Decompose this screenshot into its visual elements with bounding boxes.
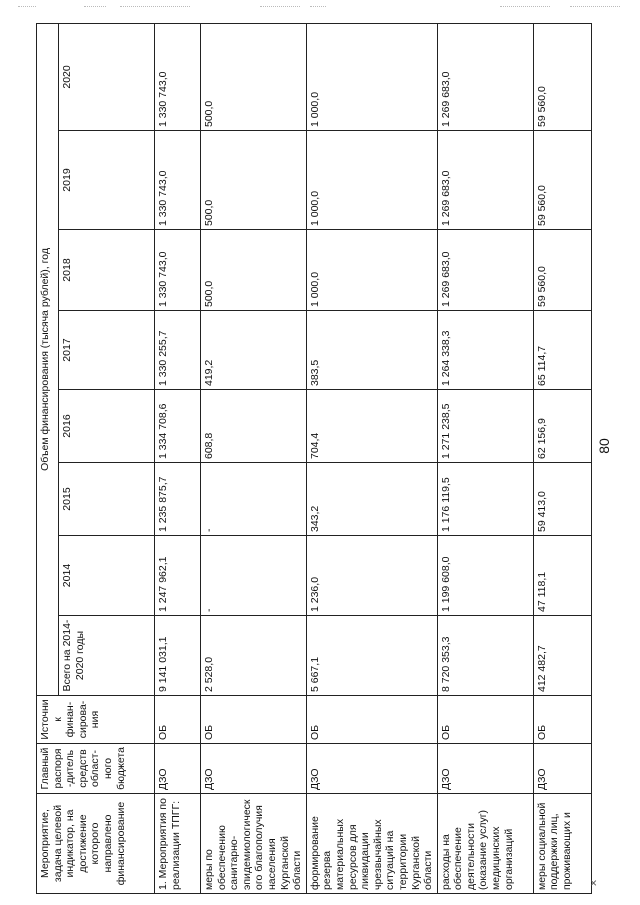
cell-value: 704,4 — [306, 390, 437, 463]
cell-value: 1 269 683,0 — [437, 23, 533, 130]
header-year: 2017 — [59, 311, 155, 390]
cell-value: - — [201, 536, 307, 616]
header-year: 2020 — [59, 23, 155, 130]
cell-value: 1 236,0 — [306, 536, 437, 616]
cell-value: 500,0 — [201, 23, 307, 130]
cell-value: 1 330 743,0 — [155, 23, 201, 130]
cell-value: 500,0 — [201, 131, 307, 230]
cell-value: - — [201, 463, 307, 536]
cell-event: меры по обеспечению санитарно-эпидемиологического благополучия населения Курганской области — [201, 794, 307, 894]
table-row — [201, 23, 307, 893]
cell-value: 1 330 743,0 — [155, 131, 201, 230]
cell-source: ОБ — [201, 696, 307, 744]
cell-event: формирование резерва материальных ресурсов для ликвидации чрезвычайных ситуаций на территории Курганской области — [306, 794, 437, 894]
cell-total: 5 667,1 — [306, 616, 437, 696]
cell-value: 1 330 255,7 — [155, 311, 201, 390]
cell-value: 59 560,0 — [533, 131, 591, 230]
cell-manager: ДЗО — [306, 744, 437, 794]
table-row — [437, 23, 533, 893]
header-total: Всего на 2014-2020 годы — [59, 616, 155, 696]
header-year: 2018 — [59, 230, 155, 311]
cell-value: 1 330 743,0 — [155, 230, 201, 311]
cell-event: 1. Мероприятия по реализации ТПГГ: — [155, 794, 201, 894]
cell-value: 1 269 683,0 — [437, 230, 533, 311]
table-row — [306, 23, 437, 893]
cell-value: 1 199 608,0 — [437, 536, 533, 616]
cell-source: ОБ — [306, 696, 437, 744]
cell-value: 500,0 — [201, 230, 307, 311]
cell-value: 1 264 338,3 — [437, 311, 533, 390]
cell-value: 1 235 875,7 — [155, 463, 201, 536]
cell-source: ОБ — [437, 696, 533, 744]
cell-value: 1 269 683,0 — [437, 131, 533, 230]
financing-table — [36, 23, 592, 894]
cell-value: 419,2 — [201, 311, 307, 390]
cell-value: 1 000,0 — [306, 23, 437, 130]
table-row — [155, 23, 201, 893]
cell-value: 383,5 — [306, 311, 437, 390]
header-year: 2016 — [59, 390, 155, 463]
page-number: 80 — [596, 438, 612, 454]
cell-total: 9 141 031,1 — [155, 616, 201, 696]
cell-value: 1 271 238,5 — [437, 390, 533, 463]
cell-value: 59 560,0 — [533, 23, 591, 130]
cell-value: 59 413,0 — [533, 463, 591, 536]
cell-source: ОБ — [533, 696, 591, 744]
header-source: Источник финан-сирова-ния — [37, 696, 155, 744]
cell-event: меры социальной поддержки лиц, проживающих и — [533, 794, 591, 894]
cell-manager: ДЗО — [155, 744, 201, 794]
rotated-table-wrapper — [36, 24, 584, 894]
header-funding-group: Объем финансирования (тысяча рублей), год — [37, 23, 59, 695]
cell-source: ОБ — [155, 696, 201, 744]
cell-total: 2 528,0 — [201, 616, 307, 696]
table-row — [533, 23, 591, 893]
scan-top-marks — [0, 6, 640, 12]
cell-value: 65 114,7 — [533, 311, 591, 390]
cell-value: 1 176 119,5 — [437, 463, 533, 536]
cell-total: 8 720 353,3 — [437, 616, 533, 696]
cell-value: 343,2 — [306, 463, 437, 536]
cell-manager: ДЗО — [533, 744, 591, 794]
header-manager: Главный распоря-дитель средств област-ного бюджета — [37, 744, 155, 794]
footer-mark: × — [590, 876, 598, 890]
cell-event: расходы на обеспечение деятельности (оказание услуг) медицинских организаций — [437, 794, 533, 894]
cell-value: 47 118,1 — [533, 536, 591, 616]
header-year: 2014 — [59, 536, 155, 616]
header-event: Мероприятие, задача целевой индикатор, на достижение которого направлено финансирование — [37, 794, 155, 894]
cell-value: 1 334 708,6 — [155, 390, 201, 463]
cell-value: 1 247 962,1 — [155, 536, 201, 616]
cell-total: 412 482,7 — [533, 616, 591, 696]
cell-value: 59 560,0 — [533, 230, 591, 311]
cell-value: 1 000,0 — [306, 230, 437, 311]
cell-manager: ДЗО — [201, 744, 307, 794]
header-year: 2019 — [59, 131, 155, 230]
cell-value: 62 156,9 — [533, 390, 591, 463]
header-year: 2015 — [59, 463, 155, 536]
header-row-group — [37, 23, 59, 893]
cell-value: 608,8 — [201, 390, 307, 463]
cell-manager: ДЗО — [437, 744, 533, 794]
cell-value: 1 000,0 — [306, 131, 437, 230]
